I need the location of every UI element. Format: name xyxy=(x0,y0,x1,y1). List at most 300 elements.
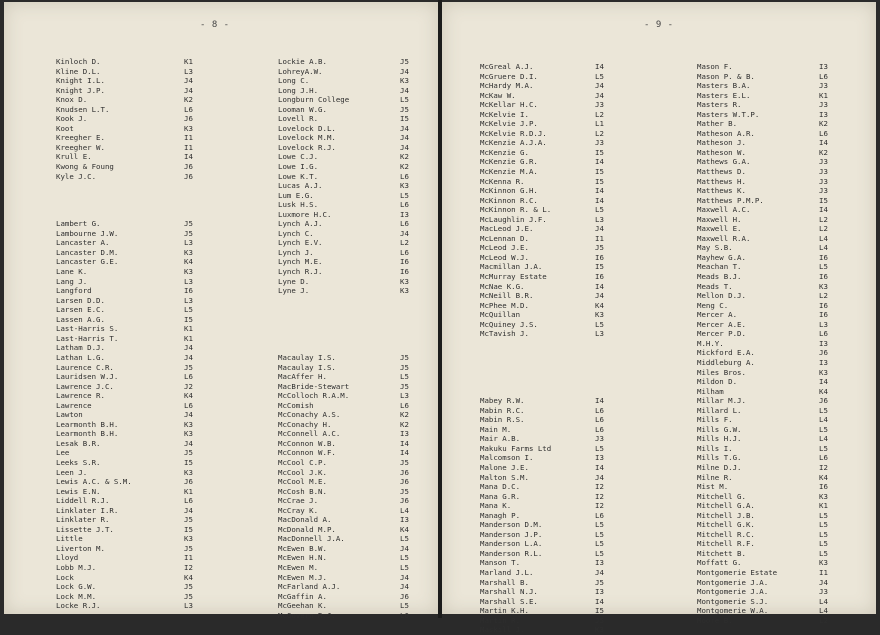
entry-code: I6 xyxy=(819,272,828,282)
directory-entry xyxy=(278,67,428,77)
entry-code: L3 xyxy=(184,66,193,76)
entry-code: I3 xyxy=(819,62,828,71)
entry-code: J4 xyxy=(184,343,193,353)
directory-entry xyxy=(278,448,428,458)
entry-code: J4 xyxy=(595,567,604,577)
entry-name: McComish xyxy=(278,400,314,410)
entry-code: J5 xyxy=(400,352,409,362)
directory-entry xyxy=(56,277,236,287)
entry-name: Lauridsen W.J. xyxy=(56,372,119,382)
entry-code: L5 xyxy=(400,601,409,611)
entry-code: J3 xyxy=(819,186,828,196)
entry-name: Matthews H. xyxy=(697,176,746,186)
entry-code: I4 xyxy=(595,186,604,196)
directory-entry xyxy=(278,534,428,544)
entry-name: Marland J.L. xyxy=(480,567,534,577)
entry-code: L2 xyxy=(819,291,828,301)
entry-name: McFarland A.J. xyxy=(278,582,341,592)
entry-name: Lawrence xyxy=(56,400,92,410)
entry-code: L5 xyxy=(595,520,604,530)
directory-entry xyxy=(278,372,428,382)
entry-code: K4 xyxy=(819,386,828,396)
entry-code: J3 xyxy=(595,100,604,110)
entry-code: I6 xyxy=(595,272,604,282)
directory-entry xyxy=(697,578,872,588)
entry-code: L2 xyxy=(595,128,604,138)
entry-name: Mitchell G.K. xyxy=(697,520,755,530)
directory-entry xyxy=(56,563,236,573)
entry-code: L3 xyxy=(184,601,193,611)
entry-code: I6 xyxy=(819,482,828,492)
entry-code: J4 xyxy=(400,133,409,143)
entry-code: L3 xyxy=(819,319,828,329)
entry-code: L5 xyxy=(819,548,828,558)
directory-entry xyxy=(56,506,236,516)
entry-code: J5 xyxy=(400,486,409,496)
entry-code: J5 xyxy=(400,457,409,467)
entry-code: I3 xyxy=(595,587,604,597)
directory-entry xyxy=(278,410,428,420)
directory-entry xyxy=(697,224,872,234)
entry-code: L5 xyxy=(595,529,604,539)
entry-name: Kreegher W. xyxy=(56,142,105,152)
entry-code: K4 xyxy=(184,391,193,401)
directory-entry xyxy=(697,539,872,549)
entry-name: Macaulay I.S. xyxy=(278,352,336,362)
entry-code: J4 xyxy=(400,582,409,592)
directory-entry xyxy=(56,324,236,334)
spacer xyxy=(278,315,428,325)
entry-code: I5 xyxy=(184,524,193,534)
entry-name: Lloyd xyxy=(56,553,79,563)
directory-entry xyxy=(697,396,872,406)
directory-entry xyxy=(56,487,236,497)
directory-entry xyxy=(480,62,660,72)
directory-entry xyxy=(278,582,428,592)
spacer xyxy=(480,377,660,387)
directory-entry xyxy=(480,253,660,263)
entry-name: Mabey R.W. xyxy=(480,396,525,406)
directory-entry xyxy=(278,229,428,239)
directory-entry xyxy=(697,558,872,568)
directory-entry xyxy=(697,110,872,120)
directory-entry xyxy=(480,177,660,187)
entry-code: I5 xyxy=(819,195,828,205)
directory-entry xyxy=(56,172,236,182)
directory-entry xyxy=(56,592,236,602)
entry-name: Lawrence J.C. xyxy=(56,381,114,391)
entry-code: J3 xyxy=(819,81,828,91)
directory-entry xyxy=(480,301,660,311)
directory-entry xyxy=(56,429,236,439)
entry-code: J3 xyxy=(819,176,828,186)
entry-code: J5 xyxy=(184,219,193,229)
entry-code: J3 xyxy=(819,100,828,110)
entry-name: Mather B. xyxy=(697,119,738,129)
entry-name: Marshall N.J. xyxy=(480,587,538,597)
directory-entry xyxy=(480,72,660,82)
directory-entry xyxy=(480,320,660,330)
entry-name: Manderson D.M. xyxy=(480,520,543,530)
entry-name: Matthews D. xyxy=(697,167,746,177)
entry-code: K3 xyxy=(595,310,604,320)
entry-code: I6 xyxy=(819,300,828,310)
entry-name: Lesak B.R. xyxy=(56,438,101,448)
entry-name: MacDonald A. xyxy=(278,515,332,525)
directory-entry xyxy=(697,186,872,196)
directory-entry xyxy=(56,305,236,315)
directory-entry xyxy=(480,272,660,282)
entry-name: Learmonth B.H. xyxy=(56,429,119,439)
entry-code: J6 xyxy=(400,496,409,506)
directory-entry xyxy=(278,477,428,487)
entry-code: K2 xyxy=(184,95,193,105)
entry-name: Long C. xyxy=(278,76,310,86)
entry-code: K3 xyxy=(184,534,193,544)
entry-code: K4 xyxy=(400,524,409,534)
directory-entry xyxy=(56,382,236,392)
entry-code: L6 xyxy=(595,424,604,434)
entry-name: Knox D. xyxy=(56,95,88,105)
entry-code: K1 xyxy=(184,486,193,496)
spacer xyxy=(56,210,236,220)
entry-code: K2 xyxy=(819,147,828,157)
entry-name: Mabin R.S. xyxy=(480,415,525,425)
entry-name: Managh P. xyxy=(480,510,521,520)
entry-name: Lobb M.J. xyxy=(56,562,97,572)
directory-entry xyxy=(697,243,872,253)
entry-code: J4 xyxy=(184,76,193,86)
directory-entry xyxy=(480,492,660,502)
directory-entry xyxy=(278,277,428,287)
entry-code: J4 xyxy=(184,352,193,362)
directory-entry xyxy=(480,329,660,339)
entry-name: Maxwell H. xyxy=(697,214,742,224)
entry-code: L5 xyxy=(184,305,193,315)
directory-entry xyxy=(480,396,660,406)
entry-name: Mills T.G. xyxy=(697,453,742,463)
directory-entry xyxy=(697,348,872,358)
directory-entry xyxy=(697,62,872,72)
entry-code: I2 xyxy=(184,562,193,572)
entry-code: I4 xyxy=(595,462,604,472)
entry-name: Lyne D. xyxy=(278,276,310,286)
directory-entry xyxy=(278,439,428,449)
directory-entry xyxy=(480,110,660,120)
entry-name: McColloch R.A.M. xyxy=(278,391,350,401)
entry-name: McKenzie A.J.A. xyxy=(480,138,547,148)
entry-name: Lyne J. xyxy=(278,286,310,296)
spacer xyxy=(56,191,236,201)
directory-entry xyxy=(56,133,236,143)
entry-name: Leen J. xyxy=(56,467,88,477)
directory-entry xyxy=(56,257,236,267)
directory-entry xyxy=(278,267,428,277)
entry-code: J6 xyxy=(184,477,193,487)
entry-name: Meads B.J. xyxy=(697,272,742,282)
entry-name: McEwen M.J. xyxy=(278,572,327,582)
entry-code: J3 xyxy=(819,167,828,177)
entry-name: Longburn College xyxy=(278,95,350,105)
directory-entry xyxy=(56,229,236,239)
entry-code: I3 xyxy=(400,515,409,525)
entry-code: L6 xyxy=(819,128,828,138)
entry-name: Latham D.J. xyxy=(56,343,105,353)
directory-entry xyxy=(278,238,428,248)
directory-entry xyxy=(278,458,428,468)
entry-code: K3 xyxy=(400,286,409,296)
directory-entry xyxy=(480,511,660,521)
entry-code: K1 xyxy=(819,90,828,100)
entry-name: McEwen B.W. xyxy=(278,543,327,553)
entry-name: Langford xyxy=(56,286,92,296)
entry-name: Matthews P.M.P. xyxy=(697,195,764,205)
entry-name: Mitchett B. xyxy=(697,548,746,558)
directory-entry xyxy=(278,420,428,430)
entry-code: I4 xyxy=(184,152,193,162)
directory-entry xyxy=(697,530,872,540)
entry-name: Mildon D. xyxy=(697,377,738,387)
entry-code: L4 xyxy=(400,505,409,515)
entry-code: J5 xyxy=(400,57,409,66)
entry-name: Lusk H.S. xyxy=(278,200,319,210)
entry-name: McNeill B.R. xyxy=(480,291,534,301)
entry-code: I4 xyxy=(400,448,409,458)
entry-name: Lynch C. xyxy=(278,228,314,238)
entry-name: McQuiney J.S. xyxy=(480,319,538,329)
entry-name: Kwong & Foung xyxy=(56,162,114,172)
entry-name: McKelvie R.D.J. xyxy=(480,128,547,138)
entry-code: I1 xyxy=(184,553,193,563)
entry-code: J4 xyxy=(400,85,409,95)
entry-code: I5 xyxy=(184,314,193,324)
entry-code: K1 xyxy=(184,324,193,334)
directory-entry xyxy=(278,353,428,363)
directory-entry xyxy=(278,162,428,172)
entry-name: Matheson W. xyxy=(697,147,746,157)
entry-code: L5 xyxy=(595,205,604,215)
directory-entry xyxy=(697,282,872,292)
entry-code: J5 xyxy=(184,362,193,372)
directory-entry xyxy=(480,444,660,454)
entry-code: L6 xyxy=(595,510,604,520)
directory-entry xyxy=(56,67,236,77)
directory-entry xyxy=(480,157,660,167)
entry-name: McLaughlin J.F. xyxy=(480,214,547,224)
spacer xyxy=(278,305,428,315)
entry-code: J5 xyxy=(184,582,193,592)
entry-name: Lambourne J.W. xyxy=(56,228,119,238)
directory-entry xyxy=(480,129,660,139)
entry-code: I1 xyxy=(184,142,193,152)
directory-entry xyxy=(56,219,236,229)
entry-code: J4 xyxy=(400,572,409,582)
entry-name: Lancaster D.M. xyxy=(56,247,119,257)
directory-entry xyxy=(56,353,236,363)
entry-name: Martin R. xyxy=(480,615,521,625)
entry-code: J6 xyxy=(184,114,193,124)
spacer xyxy=(480,339,660,349)
directory-entry xyxy=(697,377,872,387)
entry-code: L2 xyxy=(595,109,604,119)
entry-name: Macmillan J.A. xyxy=(480,262,543,272)
entry-name: Long J.H. xyxy=(278,85,319,95)
entry-code: K3 xyxy=(184,123,193,133)
directory-entry xyxy=(56,515,236,525)
entry-code: J4 xyxy=(595,81,604,91)
entry-code: L6 xyxy=(400,219,409,229)
entry-name: McEwen M. xyxy=(278,562,319,572)
entry-code: I3 xyxy=(819,357,828,367)
entry-name: McGreal A.J. xyxy=(480,62,534,71)
entry-code: L5 xyxy=(595,548,604,558)
entry-code: L5 xyxy=(819,520,828,530)
entry-name: McCool J.K. xyxy=(278,467,327,477)
entry-name: MacBride-Stewart xyxy=(278,381,350,391)
entry-code: J5 xyxy=(400,104,409,114)
entry-code: I3 xyxy=(819,338,828,348)
entry-name: Montgomerie S.J. xyxy=(697,596,769,606)
entry-name: Montgomerie J.A. xyxy=(697,577,769,587)
entry-name: Lawton xyxy=(56,410,83,420)
spacer xyxy=(480,358,660,368)
directory-entry xyxy=(480,186,660,196)
page-8 xyxy=(4,2,438,620)
entry-code: J5 xyxy=(595,243,604,253)
entry-code: K4 xyxy=(184,572,193,582)
entry-code: I3 xyxy=(595,558,604,568)
entry-name: Masters B.A. xyxy=(697,81,751,91)
entry-code: L2 xyxy=(819,214,828,224)
entry-name: Knight I.L. xyxy=(56,76,105,86)
directory-entry xyxy=(278,525,428,535)
directory-entry xyxy=(278,544,428,554)
directory-entry xyxy=(697,444,872,454)
directory-entry xyxy=(697,91,872,101)
directory-entry xyxy=(278,114,428,124)
directory-entry xyxy=(697,406,872,416)
entry-code: L5 xyxy=(400,553,409,563)
directory-entry xyxy=(56,286,236,296)
directory-entry xyxy=(480,587,660,597)
entry-name: Mitchell G. xyxy=(697,491,746,501)
entry-name: Manderson L.A. xyxy=(480,539,543,549)
directory-entry xyxy=(697,606,872,616)
directory-entry xyxy=(697,387,872,397)
entry-name: McPhee M.D. xyxy=(480,300,529,310)
entry-code: I4 xyxy=(400,438,409,448)
entry-code: J6 xyxy=(184,171,193,181)
entry-name: Moffatt G. xyxy=(697,558,742,568)
directory-entry xyxy=(56,143,236,153)
entry-name: Lowe I.G. xyxy=(278,162,319,172)
entry-code: K3 xyxy=(819,281,828,291)
directory-entry xyxy=(56,401,236,411)
entry-code: I4 xyxy=(819,138,828,148)
directory-entry xyxy=(278,553,428,563)
entry-code: J5 xyxy=(400,381,409,391)
directory-entry xyxy=(480,453,660,463)
page-number: - 9 - xyxy=(644,20,674,30)
entry-name: McKinnon R.C. xyxy=(480,195,538,205)
directory-entry xyxy=(697,138,872,148)
entry-name: Millar M.J. xyxy=(697,396,746,406)
entry-name: McConachy H. xyxy=(278,419,332,429)
directory-entry xyxy=(480,539,660,549)
directory-entry xyxy=(697,196,872,206)
directory-entry xyxy=(480,262,660,272)
entry-code: L5 xyxy=(400,372,409,382)
entry-name: Lovelock D.L. xyxy=(278,123,336,133)
directory-entry xyxy=(278,86,428,96)
entry-name: Mills I. xyxy=(697,443,733,453)
entry-code: K2 xyxy=(819,119,828,129)
entry-name: Masters E.L. xyxy=(697,90,751,100)
directory-entry xyxy=(56,534,236,544)
entry-name: Krull E. xyxy=(56,152,92,162)
directory-entry xyxy=(56,525,236,535)
entry-name: Liddell R.J. xyxy=(56,496,110,506)
directory-entry xyxy=(278,515,428,525)
directory-entry xyxy=(697,482,872,492)
directory-entry xyxy=(697,425,872,435)
entry-name: Kline D.L. xyxy=(56,66,101,76)
directory-entry xyxy=(697,167,872,177)
entry-name: Koot xyxy=(56,123,74,133)
entry-code: K3 xyxy=(595,625,604,635)
directory-entry xyxy=(56,391,236,401)
entry-name: Mist M. xyxy=(697,482,729,492)
directory-entry xyxy=(480,568,660,578)
entry-code: J4 xyxy=(184,410,193,420)
entry-code: L5 xyxy=(819,405,828,415)
entry-name: Miles Bros. xyxy=(697,367,746,377)
directory-entry xyxy=(56,162,236,172)
directory-entry xyxy=(56,267,236,277)
entry-code: L3 xyxy=(595,214,604,224)
entry-name: Larsen D.D. xyxy=(56,295,105,305)
entry-code: J4 xyxy=(400,543,409,553)
directory-entry xyxy=(697,597,872,607)
directory-entry xyxy=(56,76,236,86)
directory-entry xyxy=(56,86,236,96)
directory-entry xyxy=(697,463,872,473)
directory-entry xyxy=(480,415,660,425)
entry-code: J6 xyxy=(400,467,409,477)
entry-code: I5 xyxy=(595,176,604,186)
entry-name: Kinloch D. xyxy=(56,57,101,66)
spacer xyxy=(56,181,236,191)
entry-name: Lynch A.J. xyxy=(278,219,323,229)
entry-name: Moore B. xyxy=(697,615,733,625)
entry-name: LohreyA.W. xyxy=(278,66,323,76)
entry-code: L5 xyxy=(595,443,604,453)
entry-name: Mercer A. xyxy=(697,310,738,320)
entry-code: L5 xyxy=(819,262,828,272)
entry-code: K3 xyxy=(184,467,193,477)
entry-code: I6 xyxy=(400,267,409,277)
entry-name: Luxmore H.C. xyxy=(278,209,332,219)
directory-entry xyxy=(480,148,660,158)
entry-name: Manderson R.L. xyxy=(480,548,543,558)
entry-name: Mills H.J. xyxy=(697,434,742,444)
directory-entry xyxy=(278,363,428,373)
spacer xyxy=(480,387,660,397)
directory-entry xyxy=(56,296,236,306)
directory-entry xyxy=(56,582,236,592)
directory-entry xyxy=(480,224,660,234)
entry-code: K4 xyxy=(595,300,604,310)
